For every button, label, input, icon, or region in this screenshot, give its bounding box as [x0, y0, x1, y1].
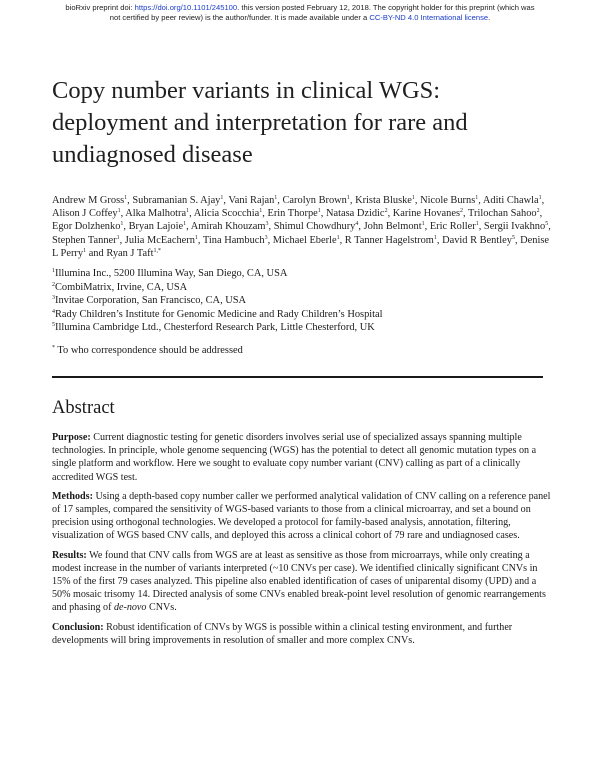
author-name: R Tanner Hagelstrom — [344, 234, 434, 246]
author-affiliation-mark: 1 — [120, 221, 124, 228]
author-affiliation-mark: 1 — [116, 234, 120, 241]
author-affiliation-mark: 1 — [475, 221, 479, 228]
author-affiliation-mark: 3 — [264, 234, 268, 241]
author-affiliation-mark: 1 — [433, 234, 437, 241]
methods-label: Methods: — [52, 490, 93, 502]
author-affiliation-mark: 1 — [259, 208, 263, 215]
author-name: Alka Malhotra — [125, 208, 187, 220]
author-affiliation-mark: 3 — [265, 221, 269, 228]
author-name: Nicole Burns — [420, 195, 476, 206]
author-name: Andrew M Gross — [52, 195, 125, 206]
author-name: John Belmont — [363, 221, 422, 233]
results-text: We found that CNV calls from WGS are at least as sensitive as those from microarrays, while only creating a modest increase in the number of variants interpreted (~10 CNVs per case). We identified clinically significant CNVs in 15% of the first 79 cases analyzed. This pipeline also enabled identification of cases of uniparental disomy (UPD) and a 50% mosaic trisomy 14. Directed analysis of some CNVs enabled break-point level resolution of genomic rearrangements and phasing of — [52, 549, 546, 614]
paper-title: Copy number variants in clinical WGS: deployment and interpretation for rare and undiagnosed disease — [52, 77, 468, 168]
header-prefix-2: not certified by peer review) is the author/funder. It is made available under a — [109, 12, 370, 22]
affiliation-text: Illumina Inc., 5200 Illumina Way, San Diego, CA, USA — [55, 268, 288, 279]
author-name: Bryan Lajoie — [128, 221, 184, 233]
author-affiliation-mark: 1 — [317, 208, 321, 215]
affiliation-text: Illumina Cambridge Ltd., Chesterford Research Park, Little Chesterford, UK — [55, 322, 375, 334]
affiliation-item — [52, 308, 552, 322]
author-name: Amirah Khouzam — [190, 221, 266, 233]
author-affiliation-mark: 2 — [384, 208, 388, 215]
abstract-methods — [52, 490, 552, 543]
correspondence-mark: * — [52, 345, 55, 351]
author-name: Sergii Ivakhno — [483, 221, 546, 233]
header-prefix: bioRxiv preprint doi: — [65, 3, 135, 12]
author-affiliation-mark: 1 — [220, 195, 224, 201]
author-name: Vani Rajan — [228, 195, 275, 206]
header-suffix: . this version posted February 12, 2018. The copyright holder for this preprint (which was — [237, 3, 535, 12]
affiliation-mark: 4 — [52, 308, 55, 315]
abstract-body — [52, 431, 552, 653]
author-affiliation-mark: 4 — [355, 221, 359, 228]
author-affiliation-mark: 1 — [274, 195, 278, 201]
results-italic: de-novo — [113, 602, 147, 614]
affiliation-item — [52, 267, 552, 281]
author-name: Alison J Coffey — [52, 208, 118, 220]
affiliation-item — [52, 321, 552, 335]
author-name: Subramanian S. Ajay — [132, 195, 221, 206]
abstract-purpose — [52, 431, 552, 484]
abstract-conclusion — [52, 621, 552, 647]
author-name: Karine Hovanes — [392, 208, 460, 220]
author-name: Eric Roller — [429, 221, 476, 233]
author-affiliation-mark: 2 — [536, 208, 540, 215]
affiliation-mark: 3 — [52, 295, 55, 302]
author-name: Carolyn Brown — [282, 195, 347, 206]
affiliation-mark: 5 — [52, 322, 55, 329]
author-name: David R Bentley — [442, 234, 512, 246]
purpose-text: Current diagnostic testing for genetic disorders involves serial use of specialized assays spanning multiple technologies. In principle, whole genome sequencing (WGS) has the potential to detect all genomic mutation types on a single platform and workflow. Here we sought to evaluate copy number variant (CNV) calling as part of a clinically accredited WGS test. — [52, 432, 537, 483]
abstract-results — [52, 549, 552, 615]
affiliation-item — [52, 281, 552, 295]
author-name: Erin Thorpe — [267, 208, 318, 220]
header-suffix-2: . — [488, 12, 491, 22]
author-affiliation-mark: 1 — [538, 195, 542, 201]
author-affiliation-mark: 1 — [475, 195, 479, 201]
author-affiliation-mark: 5 — [545, 221, 549, 228]
author-name: Krista Bluske — [355, 195, 412, 206]
author-name: Trilochan Sahoo — [468, 208, 537, 220]
author-affiliation-mark: 1 — [186, 208, 190, 215]
author-affiliation-mark: 1 — [194, 234, 198, 241]
affiliation-text: CombiMatrix, Irvine, CA, USA — [55, 281, 188, 293]
author-list: Andrew M Gross$^1$, Subramanian S. Ajay$^1$, Vani Rajan$^1$, Carolyn Brown$^1$, Krista Bluske$^1$, Nicole Burns$^1$, Aditi Chawla$^1$, Alison J Coffey$^1$, Alka Malhotra$^1$, Alicia Scocchia$^1$, Erin Thorpe$^1$, Natasa Dzidic$^2$, Karine Hovanes$^2$, Trilochan Sahoo$^2$, Egor Dolzhenko$^1$, Bryan Lajoie$^1$, Amirah Khouzam$^3$, Shimul Chowdhury$^4$, John Belmont$^1$, Eric Roller$^1$, Sergii Ivakhno$^5$, Stephen Tanner$^1$, Julia McEachern$^1$, Tina Hambuch$^3$, Michael Eberle$^1$, R Tanner Hagelstrom$^1$, David R Bentley$^5$, Denise L Perry$^1$ and Ryan J Taft$^{1,*}$ — [52, 195, 551, 259]
author-affiliation-mark: 1 — [183, 221, 187, 228]
author-affiliation-mark: 1 — [411, 195, 415, 201]
author-name: Ryan J Taft — [106, 247, 154, 259]
author-affiliation-mark: 1 — [346, 195, 350, 201]
author-affiliation-mark: 1 — [124, 195, 128, 201]
author-name: Natasa Dzidic — [325, 208, 385, 220]
author-affiliation-mark: 1,* — [153, 247, 161, 254]
author-name: Aditi Chawla — [482, 195, 539, 206]
author-affiliation-mark: 1 — [421, 221, 425, 228]
affiliation-mark: 1 — [52, 268, 55, 274]
results-label: Results: — [52, 549, 87, 561]
author-affiliation-mark: 1 — [117, 208, 121, 215]
author-affiliation-mark: 1 — [83, 247, 87, 254]
author-name: Stephen Tanner — [52, 234, 117, 246]
conclusion-text: Robust identification of CNVs by WGS is possible within a clinical testing environment, and further developments will bring improvements in resolution of smaller and more complex CNVs. — [52, 621, 513, 646]
preprint-header — [0, 3, 600, 22]
license-link[interactable]: CC-BY-ND 4.0 International license — [369, 12, 489, 22]
author-name: Egor Dolzhenko — [52, 221, 121, 233]
affiliations — [52, 267, 552, 335]
purpose-label: Purpose: — [52, 432, 91, 443]
affiliation-mark: 2 — [52, 281, 55, 288]
methods-text: Using a depth-based copy number caller we performed analytical validation of CNV calling on a reference panel of 17 samples, compared the sensitivity of WGS-based variants to those from a clinical microarray, and set a bound on precision using orthogonal technologies. We developed a protocol for family-based analysis, annotation, filtering, visualization of WGS based CNV calls, and deployed this across a clinical cohort of 79 rare and undiagnosed cases. — [52, 490, 551, 542]
results-tail: CNVs. — [146, 602, 177, 614]
correspondence-text: To who correspondence should be addressed — [55, 345, 243, 356]
affiliation-text: Rady Children’s Institute for Genomic Medicine and Rady Children’s Hospital — [55, 308, 383, 320]
author-affiliation-mark: 2 — [460, 208, 463, 215]
section-divider — [52, 376, 543, 378]
author-name: Alicia Scocchia — [193, 208, 260, 220]
author-name: Michael Eberle — [272, 234, 337, 246]
author-affiliation-mark: 5 — [511, 234, 515, 241]
header-line-1 — [0, 3, 600, 13]
author-name: Denise L Perry — [52, 234, 549, 259]
author-name: Julia McEachern — [124, 234, 195, 246]
affiliation-text: Invitae Corporation, San Francisco, CA, USA — [55, 295, 247, 307]
header-line-2 — [0, 13, 600, 23]
author-name: Tina Hambuch — [202, 234, 265, 246]
abstract-heading: Abstract — [52, 398, 115, 418]
author-name: Shimul Chowdhury — [273, 221, 356, 233]
author-and: and — [88, 247, 104, 259]
affiliation-item — [52, 294, 552, 308]
conclusion-label: Conclusion: — [52, 621, 104, 633]
correspondence-note — [52, 342, 552, 357]
author-affiliation-mark: 1 — [336, 234, 340, 241]
doi-link[interactable]: https://doi.org/10.1101/245100 — [134, 3, 238, 12]
